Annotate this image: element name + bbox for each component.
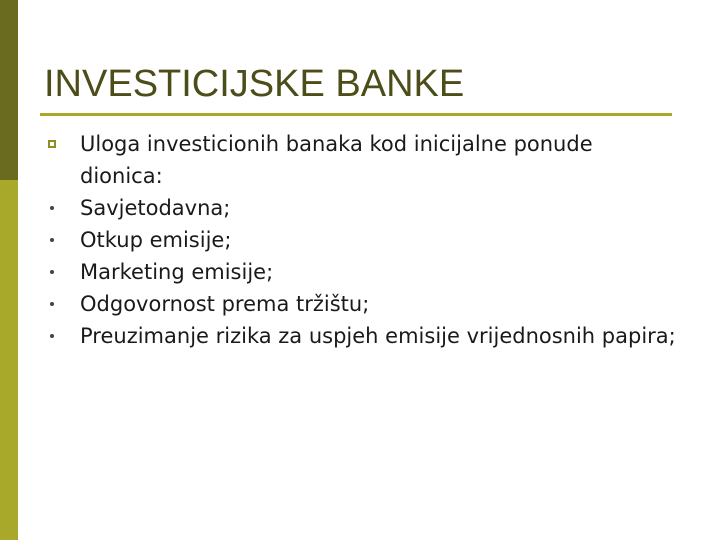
- bullet-list: [40, 128, 680, 352]
- square-outline-icon: [40, 128, 64, 160]
- bullet-item: [40, 224, 680, 256]
- bullet-text: Preuzimanje rizika za uspjeh emisije vrijednosnih papira;: [80, 324, 676, 348]
- title-underline: [40, 113, 672, 116]
- bullet-text: Marketing emisije;: [80, 260, 274, 284]
- dot-icon: [40, 224, 64, 256]
- dot-icon: [40, 288, 64, 320]
- bullet-text: Uloga investicionih banaka kod inicijalne ponude dionica:: [80, 132, 593, 188]
- side-accent-bar-dark: [0, 0, 18, 180]
- slide-title: INVESTICIJSKE BANKE: [44, 63, 465, 105]
- bullet-item: [40, 256, 680, 288]
- dot-icon: [40, 256, 64, 288]
- bullet-item: [40, 320, 680, 352]
- bullet-item: [40, 192, 680, 224]
- bullet-text: Savjetodavna;: [80, 196, 231, 220]
- dot-icon: [40, 192, 64, 224]
- bullet-text: Odgovornost prema tržištu;: [80, 292, 370, 316]
- side-accent-bar-light: [0, 180, 18, 540]
- dot-icon: [40, 320, 64, 352]
- bullet-item: [40, 288, 680, 320]
- bullet-text: Otkup emisije;: [80, 228, 232, 252]
- bullet-item-main: [40, 128, 680, 192]
